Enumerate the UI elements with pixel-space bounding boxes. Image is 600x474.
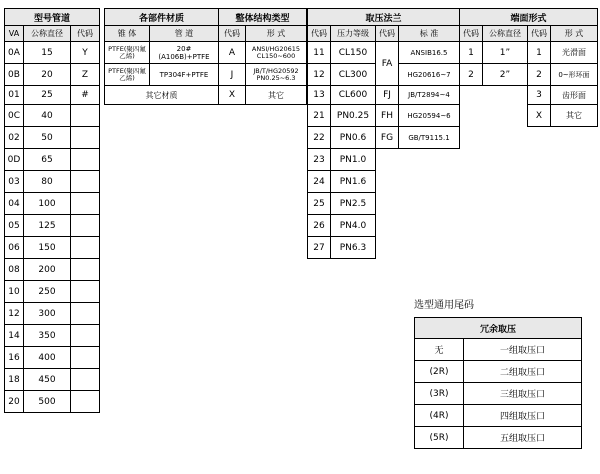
table-cell: Z xyxy=(71,64,100,86)
flange-table xyxy=(307,8,460,259)
tail-code-title: 选型通用尾码 xyxy=(414,300,474,311)
pipe-col-dn: 公称直径 xyxy=(24,26,71,42)
table-cell: A xyxy=(219,42,246,64)
table-cell: PN2.5 xyxy=(331,193,376,215)
structure-col-form: 形 式 xyxy=(246,26,307,42)
table-cell: 五组取压口 xyxy=(464,427,582,449)
table-cell: 22 xyxy=(308,127,331,149)
table-cell: 80 xyxy=(24,171,71,193)
table-cell xyxy=(71,193,100,215)
table-cell: FG xyxy=(376,127,399,149)
structure-title: 整体结构类型 xyxy=(219,9,307,26)
table-cell: X xyxy=(528,105,551,127)
table-cell: 0~形环面 xyxy=(551,64,598,86)
table-cell: FH xyxy=(376,105,399,127)
table-cell: 06 xyxy=(5,237,24,259)
endform-col-code2: 代码 xyxy=(528,26,551,42)
table-cell: 03 xyxy=(5,171,24,193)
table-cell: 0D xyxy=(5,149,24,171)
table-cell: JB/T/HG20592 PN0.25~6.3 xyxy=(246,64,307,86)
table-cell: 1” xyxy=(483,42,528,64)
table-cell: 250 xyxy=(24,281,71,303)
pipe-col-va: VA xyxy=(5,26,24,42)
table-cell: 2 xyxy=(528,64,551,86)
pipe-title: 型号管道 xyxy=(5,9,100,26)
table-cell: Y xyxy=(71,42,100,64)
table-cell xyxy=(71,149,100,171)
table-cell xyxy=(71,259,100,281)
table-cell: 20#(A106B)+PTFE xyxy=(150,42,219,64)
table-cell: 其它 xyxy=(246,86,307,105)
table-cell: 18 xyxy=(5,369,24,391)
table-cell: FJ xyxy=(376,86,399,105)
table-cell: 05 xyxy=(5,215,24,237)
table-cell: 500 xyxy=(24,391,71,413)
table-cell: HG20594~6 xyxy=(399,105,460,127)
table-cell: CL150 xyxy=(331,42,376,64)
flange-col-std: 标 准 xyxy=(399,26,460,42)
flange-col-pressure: 压力等级 xyxy=(331,26,376,42)
spacer xyxy=(376,215,399,237)
table-cell: 24 xyxy=(308,171,331,193)
spacer xyxy=(399,237,460,259)
table-cell: 16 xyxy=(5,347,24,369)
table-cell xyxy=(71,127,100,149)
table-cell: 27 xyxy=(308,237,331,259)
table-cell: 26 xyxy=(308,215,331,237)
materials-table xyxy=(104,8,219,105)
table-cell: 20 xyxy=(24,64,71,86)
flange-col-code2: 代码 xyxy=(376,26,399,42)
table-cell: 450 xyxy=(24,369,71,391)
spacer xyxy=(399,215,460,237)
table-cell: 400 xyxy=(24,347,71,369)
table-cell: CL600 xyxy=(331,86,376,105)
table-cell: 三组取压口 xyxy=(464,383,582,405)
table-cell xyxy=(71,171,100,193)
table-cell: FA xyxy=(376,42,399,86)
table-cell xyxy=(71,237,100,259)
table-cell: 08 xyxy=(5,259,24,281)
flange-title: 取压法兰 xyxy=(308,9,460,26)
tail-code-header: 冗余取压 xyxy=(415,318,582,339)
table-cell: 11 xyxy=(308,42,331,64)
table-cell: 23 xyxy=(308,149,331,171)
spacer xyxy=(483,105,528,127)
table-cell xyxy=(71,105,100,127)
spacer xyxy=(483,86,528,105)
table-cell: 300 xyxy=(24,303,71,325)
table-cell: HG20616~7 xyxy=(399,64,460,86)
spacer xyxy=(399,193,460,215)
table-cell xyxy=(71,281,100,303)
table-cell: 21 xyxy=(308,105,331,127)
spacer xyxy=(376,149,399,171)
table-cell: GB/T9115.1 xyxy=(399,127,460,149)
table-cell xyxy=(71,303,100,325)
table-cell: PN4.0 xyxy=(331,215,376,237)
structure-col-code: 代码 xyxy=(219,26,246,42)
endform-col-form: 形 式 xyxy=(551,26,598,42)
table-cell: JB/T2894~4 xyxy=(399,86,460,105)
table-cell: 14 xyxy=(5,325,24,347)
table-cell: PTFE(聚四氟乙烯) xyxy=(105,64,150,86)
table-cell: (3R) xyxy=(415,383,464,405)
table-cell: # xyxy=(71,86,100,105)
table-cell: 2 xyxy=(460,64,483,86)
spacer xyxy=(376,237,399,259)
materials-title: 各部件材质 xyxy=(105,9,219,26)
table-cell: 01 xyxy=(5,86,24,105)
table-cell: 100 xyxy=(24,193,71,215)
table-cell: 20 xyxy=(5,391,24,413)
materials-col-cone: 锥 体 xyxy=(105,26,150,42)
table-cell: 四组取压口 xyxy=(464,405,582,427)
table-cell: 2” xyxy=(483,64,528,86)
endform-col-code: 代码 xyxy=(460,26,483,42)
table-cell: 1 xyxy=(460,42,483,64)
table-cell xyxy=(71,347,100,369)
table-cell xyxy=(71,215,100,237)
table-cell: 一组取压口 xyxy=(464,339,582,361)
table-cell: 25 xyxy=(24,86,71,105)
endform-col-dn: 公称直径 xyxy=(483,26,528,42)
table-cell: 0A xyxy=(5,42,24,64)
pipe-table xyxy=(4,8,100,413)
spacer xyxy=(460,86,483,105)
spacer xyxy=(376,171,399,193)
spacer xyxy=(460,105,483,127)
table-cell: 25 xyxy=(308,193,331,215)
table-cell: (5R) xyxy=(415,427,464,449)
pipe-col-code: 代码 xyxy=(71,26,100,42)
materials-col-pipe: 管 道 xyxy=(150,26,219,42)
table-cell: TP304F+PTFE xyxy=(150,64,219,86)
table-cell: 二组取压口 xyxy=(464,361,582,383)
spacer xyxy=(376,193,399,215)
table-cell: 其它 xyxy=(551,105,598,127)
endform-title: 端面形式 xyxy=(460,9,598,26)
structure-table xyxy=(218,8,307,105)
table-cell xyxy=(71,391,100,413)
table-cell: 3 xyxy=(528,86,551,105)
table-cell: 150 xyxy=(24,237,71,259)
table-cell: PN6.3 xyxy=(331,237,376,259)
table-cell: 350 xyxy=(24,325,71,347)
table-cell xyxy=(71,369,100,391)
table-cell: 50 xyxy=(24,127,71,149)
table-cell: 13 xyxy=(308,86,331,105)
table-cell: ANSIB16.5 xyxy=(399,42,460,64)
table-cell xyxy=(71,325,100,347)
spacer xyxy=(399,171,460,193)
spacer xyxy=(399,149,460,171)
table-cell: 12 xyxy=(308,64,331,86)
tail-code-table xyxy=(414,317,582,449)
table-cell: PN1.6 xyxy=(331,171,376,193)
table-cell: PTFE(聚四氟乙烯) xyxy=(105,42,150,64)
table-cell: 0C xyxy=(5,105,24,127)
table-cell: 15 xyxy=(24,42,71,64)
table-cell: J xyxy=(219,64,246,86)
table-cell: (4R) xyxy=(415,405,464,427)
table-cell: 光滑面 xyxy=(551,42,598,64)
table-cell: 齿形面 xyxy=(551,86,598,105)
table-cell: 12 xyxy=(5,303,24,325)
table-cell: 40 xyxy=(24,105,71,127)
table-cell: 无 xyxy=(415,339,464,361)
table-cell: 65 xyxy=(24,149,71,171)
tail-code-block xyxy=(414,296,582,449)
table-cell: 200 xyxy=(24,259,71,281)
table-cell: 04 xyxy=(5,193,24,215)
flange-col-code: 代码 xyxy=(308,26,331,42)
table-cell: PN0.25 xyxy=(331,105,376,127)
table-cell: 1 xyxy=(528,42,551,64)
table-cell: PN1.0 xyxy=(331,149,376,171)
table-cell: 0B xyxy=(5,64,24,86)
table-cell: (2R) xyxy=(415,361,464,383)
table-cell: PN0.6 xyxy=(331,127,376,149)
table-cell: X xyxy=(219,86,246,105)
table-cell: ANSI/HG20615 CL150~600 xyxy=(246,42,307,64)
endform-table xyxy=(459,8,598,127)
table-cell: 125 xyxy=(24,215,71,237)
table-cell: 02 xyxy=(5,127,24,149)
table-cell: CL300 xyxy=(331,64,376,86)
materials-other: 其它材质 xyxy=(105,86,219,105)
table-cell: 10 xyxy=(5,281,24,303)
